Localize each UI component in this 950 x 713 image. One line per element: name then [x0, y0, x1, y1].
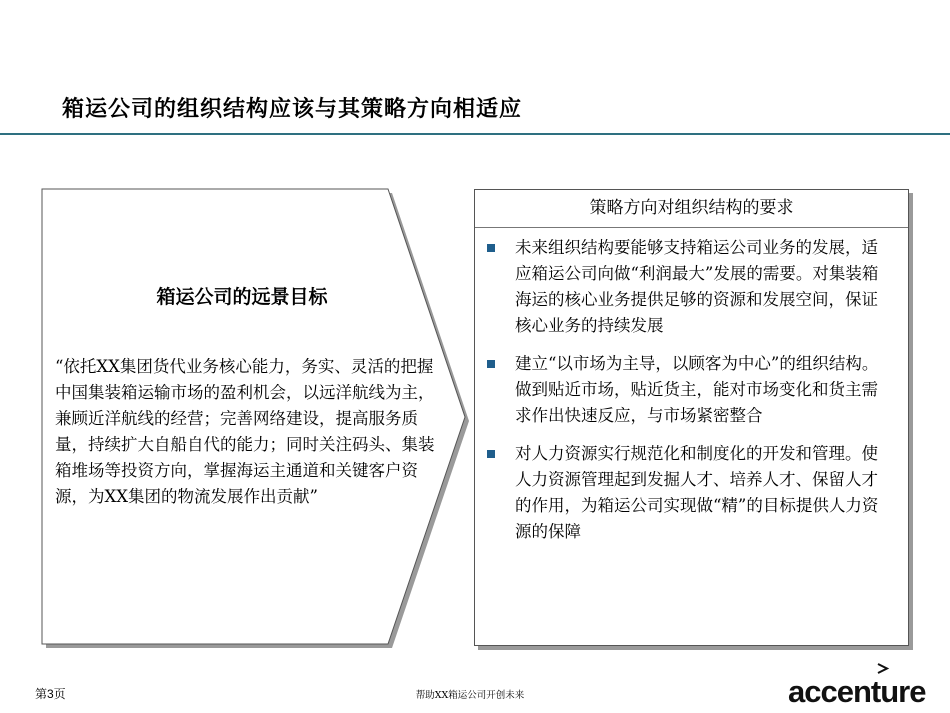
- requirements-list: [475, 228, 908, 545]
- slide-title: 箱运公司的组织结构应该与其策略方向相适应: [62, 97, 523, 122]
- page-number: 第3页: [35, 687, 66, 701]
- square-bullet-icon: [487, 450, 495, 458]
- requirement-text: 未来组织结构要能够支持箱运公司业务的发展，适应箱运公司向做“利润最大”发展的需要。对集装箱海运的核心业务提供足够的资源和发展空间，保证核心业务的持续发展: [515, 238, 879, 335]
- requirement-text: 对人力资源实行规范化和制度化的开发和管理。使人力资源管理起到发掘人才、培养人才、保留人才的作用，为箱运公司实现做“精”的目标提供人力资源的保障: [515, 444, 879, 541]
- requirements-panel: [474, 189, 909, 646]
- logo-wordmark: accenture: [788, 674, 926, 709]
- vision-heading: 箱运公司的远景目标: [156, 286, 328, 308]
- accenture-logo: [788, 662, 938, 707]
- vision-statement: “依托XX集团货代业务核心能力，务实、灵活的把握中国集装箱运输市场的盈利机会，以远洋航线为主，兼顾近洋航线的经营；完善网络建设，提高服务质量，持续扩大自船自代的能力；同时关注码头、集装箱堆场等投资方向，掌握海运主通道和关键客户资源，为XX集团的物流发展作出贡献”: [55, 357, 435, 506]
- footer-slogan: 帮助XX箱运公司开创未来: [415, 690, 525, 701]
- list-item: [485, 235, 894, 339]
- requirement-text: 建立“以市场为主导，以顾客为中心”的组织结构。做到贴近市场，贴近货主，能对市场变化和货主需求作出快速反应，与市场紧密整合: [515, 354, 879, 425]
- square-bullet-icon: [487, 360, 495, 368]
- requirements-header: 策略方向对组织结构的要求: [475, 190, 908, 228]
- square-bullet-icon: [487, 244, 495, 252]
- list-item: [485, 351, 894, 429]
- list-item: [485, 441, 894, 545]
